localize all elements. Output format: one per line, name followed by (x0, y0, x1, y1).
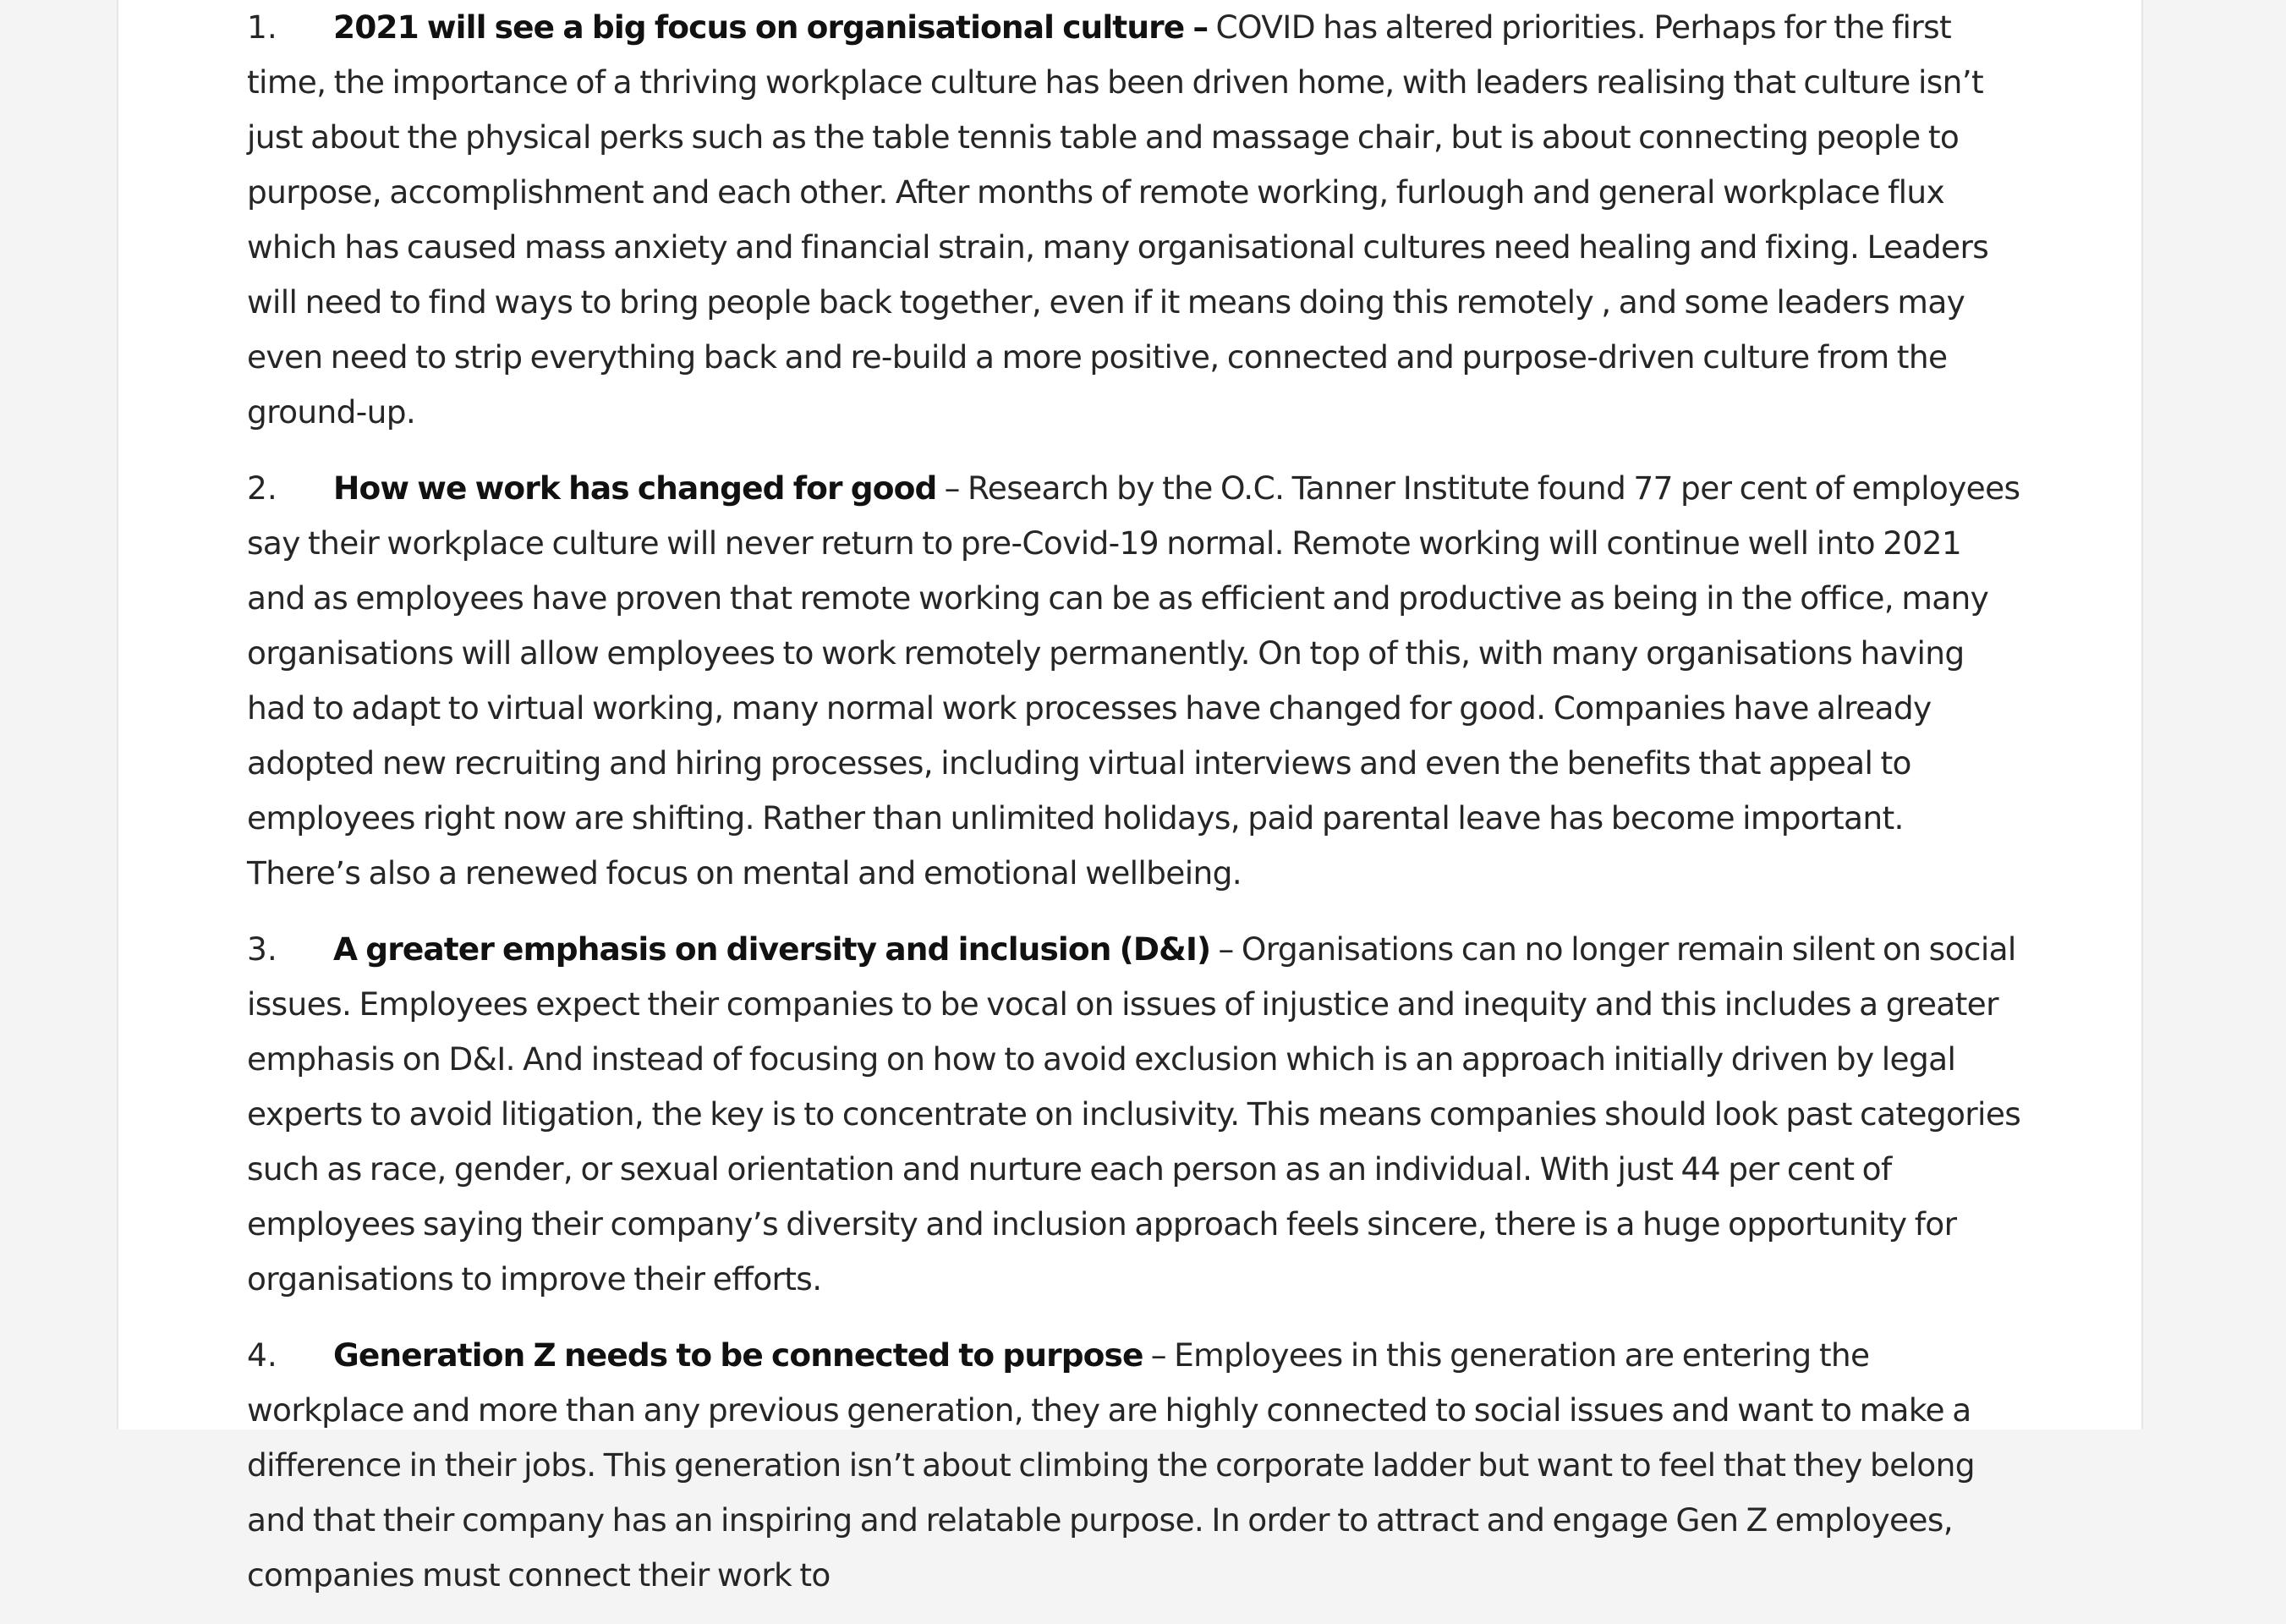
article-page (117, 0, 2143, 1594)
list-item (247, 0, 2023, 440)
item-heading: A greater emphasis on diversity and inclusion (D&I) (333, 930, 1211, 968)
list-item (247, 922, 2023, 1307)
item-heading: 2021 will see a big focus on organisational culture – (333, 8, 1209, 46)
item-number: 4. (247, 1336, 277, 1374)
article-list (247, 0, 2023, 1624)
item-body: – Employees in this generation are entering the workplace and more than any previous generation, they are highly connected to social issues and want to make a difference in their jobs. This generation isn’t about climbing the corporate ladder but want to feel that they belong and that their company has an inspiring and relatable purpose. In order to attract and engage Gen Z employees, companies must connect their work to (247, 1336, 1975, 1594)
list-item (247, 461, 2023, 901)
item-body: COVID has altered priorities. Perhaps for the first time, the importance of a thriving workplace culture has been driven home, with leaders realising that culture isn’t just about the physical perks such as the table tennis table and massage chair, but is about connecting people to purpose, accomplishment and each other. After months of remote working, furlough and general workplace flux which has caused mass anxiety and financial strain, many organisational cultures need healing and fixing. Leaders will need to find ways to bring people back together, even if it means doing this remotely , and some leaders may even need to strip everything back and re-build a more positive, connected and purpose-driven culture from the ground-up. (247, 8, 1989, 431)
item-heading: Generation Z needs to be connected to purpose (333, 1336, 1143, 1374)
item-number: 2. (247, 469, 277, 507)
item-heading: How we work has changed for good (333, 469, 937, 507)
item-paragraph (247, 0, 2023, 440)
item-number: 1. (247, 8, 277, 46)
item-body: – Research by the O.C. Tanner Institute found 77 per cent of employees say their workplace culture will never return to pre-Covid-19 normal. Remote working will continue well into 2021 and as employees have proven that remote working can be as efficient and productive as being in the office, many organisations will allow employees to work remotely permanently. On top of this, with many organisations having had to adapt to virtual working, many normal work processes have changed for good. Companies have already adopted new recruiting and hiring processes, including virtual interviews and even the benefits that appeal to employees right now are shifting. Rather than unlimited holidays, paid parental leave has become important. There’s also a renewed focus on mental and emotional wellbeing. (247, 469, 2020, 892)
item-number: 3. (247, 930, 277, 968)
item-body: – Organisations can no longer remain silent on social issues. Employees expect their companies to be vocal on issues of injustice and inequity and this includes a greater emphasis on D&I. And instead of focusing on how to avoid exclusion which is an approach initially driven by legal experts to avoid litigation, the key is to concentrate on inclusivity. This means companies should look past categories such as race, gender, or sexual orientation and nurture each person as an individual. With just 44 per cent of employees saying their company’s diversity and inclusion approach feels sincere, there is a huge opportunity for organisations to improve their efforts. (247, 930, 2021, 1298)
item-paragraph (247, 461, 2023, 901)
item-paragraph (247, 1328, 2023, 1603)
item-paragraph (247, 922, 2023, 1307)
list-item (247, 1328, 2023, 1603)
